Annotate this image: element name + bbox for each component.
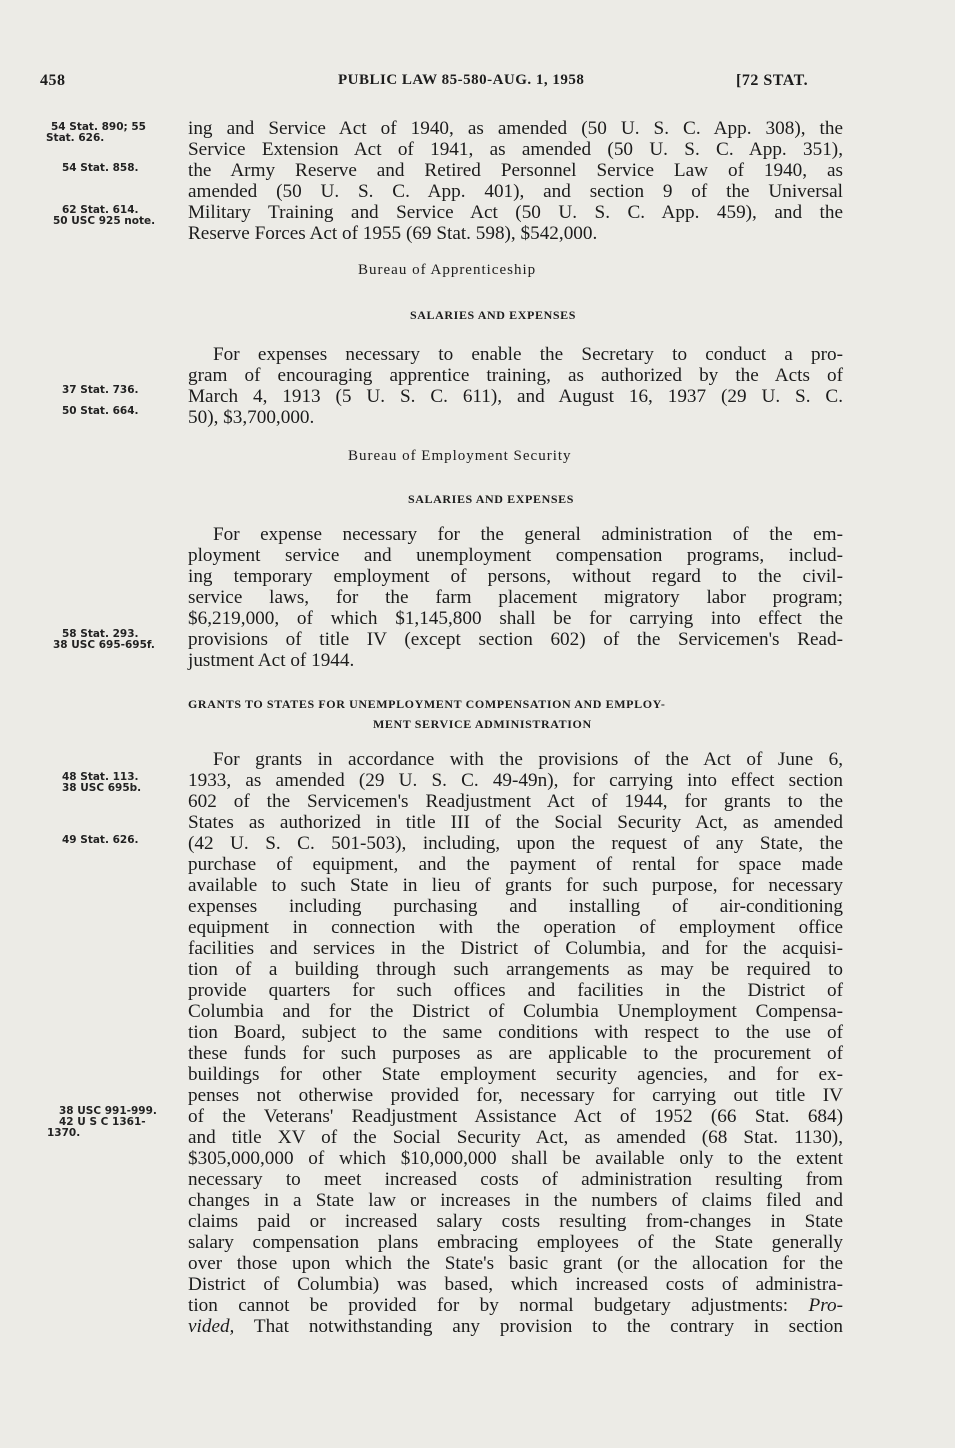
text-line: 1933, as amended (29 U. S. C. 49-49n), for carrying into effect section <box>188 770 843 791</box>
text-line: service laws, for the farm placement migratory labor program; <box>188 587 843 608</box>
text-line: 50), $3,700,000. <box>188 407 315 428</box>
margin-note: 54 Stat. 858. <box>62 162 139 174</box>
text-line: Reserve Forces Act of 1955 (69 Stat. 598), $542,000. <box>188 223 598 244</box>
text-line <box>188 1316 843 1337</box>
text-line: gram of encouraging apprentice training, as authorized by the Acts of <box>188 365 843 386</box>
text-line: March 4, 1913 (5 U. S. C. 611), and August 16, 1937 (29 U. S. C. <box>188 386 843 407</box>
text-line: Service Extension Act of 1941, as amended (50 U. S. C. App. 351), <box>188 139 843 160</box>
text-line: salary compensation plans embracing employees of the State generally <box>188 1232 843 1253</box>
text-line: tion Board, subject to the same conditions with respect to the use of <box>188 1022 843 1043</box>
text-line: provide quarters for such offices and facilities in the District of <box>188 980 843 1001</box>
text-line: over those upon which the State's basic grant (or the allocation for the <box>188 1253 843 1274</box>
text-line: buildings for other State employment security agencies, and for ex- <box>188 1064 843 1085</box>
margin-note: 42 U S C 1361- <box>59 1116 146 1128</box>
section-heading-apprenticeship: Bureau of Apprenticeship <box>358 262 537 278</box>
subheading-grants-cont: MENT SERVICE ADMINISTRATION <box>373 717 592 731</box>
margin-note: 54 Stat. 890; 55 <box>51 121 146 133</box>
text-line: ing and Service Act of 1940, as amended (50 U. S. C. App. 308), the <box>188 118 843 139</box>
margin-note: 50 USC 925 note. <box>53 215 156 227</box>
text-line: changes in a State law or increases in the numbers of claims filed and <box>188 1190 843 1211</box>
text-line: provisions of title IV (except section 602) of the Servicemen's Read- <box>188 629 843 650</box>
margin-note: 50 Stat. 664. <box>62 405 139 417</box>
subheading-salaries: SALARIES AND EXPENSES <box>408 492 574 506</box>
margin-note: 1370. <box>47 1127 81 1139</box>
text-line: these funds for such purposes as are applicable to the procurement of <box>188 1043 843 1064</box>
text-line: amended (50 U. S. C. App. 401), and section 9 of the Universal <box>188 181 843 202</box>
text-line: 602 of the Servicemen's Readjustment Act of 1944, for grants to the <box>188 791 843 812</box>
margin-note: 38 USC 695b. <box>62 782 142 794</box>
margin-note: 48 Stat. 113. <box>62 771 139 783</box>
text-line: ployment service and unemployment compensation programs, includ- <box>188 545 843 566</box>
text-line: expenses including purchasing and installing of air-conditioning <box>188 896 843 917</box>
proviso-italic: vided, <box>188 1316 235 1337</box>
text-line <box>188 1295 843 1316</box>
section-heading-employment-security: Bureau of Employment Security <box>348 448 572 464</box>
text-line: District of Columbia) was based, which increased costs of administra- <box>188 1274 843 1295</box>
text-line: Military Training and Service Act (50 U. S. C. App. 459), and the <box>188 202 843 223</box>
text-line: Columbia and for the District of Columbia Unemployment Compensa- <box>188 1001 843 1022</box>
page-number: 458 <box>40 72 66 89</box>
text-line: penses not otherwise provided for, necessary for carrying out title IV <box>188 1085 843 1106</box>
text-line: equipment in connection with the operation of employment office <box>188 917 843 938</box>
text-line: of the Veterans' Readjustment Assistance Act of 1952 (66 Stat. 684) <box>188 1106 843 1127</box>
text-span: That notwithstanding any provision to the contrary in section <box>253 1316 843 1337</box>
subheading-salaries: SALARIES AND EXPENSES <box>410 308 576 322</box>
text-line: ing temporary employment of persons, without regard to the civil- <box>188 566 843 587</box>
margin-note: 38 USC 695-695f. <box>53 639 155 651</box>
text-line: purchase of equipment, and the payment of rental for space made <box>188 854 843 875</box>
text-line: facilities and services in the District of Columbia, and for the acquisi- <box>188 938 843 959</box>
text-span: tion cannot be provided for by normal budgetary adjustments: <box>188 1295 789 1316</box>
text-line: States as authorized in title III of the Social Security Act, as amended <box>188 812 843 833</box>
text-line: (42 U. S. C. 501-503), including, upon the request of any State, the <box>188 833 843 854</box>
margin-note: 38 USC 991-999. <box>59 1105 157 1117</box>
margin-note: 37 Stat. 736. <box>62 384 139 396</box>
text-line: claims paid or increased salary costs resulting from-changes in State <box>188 1211 843 1232</box>
text-line: $6,219,000, of which $1,145,800 shall be for carrying into effect the <box>188 608 843 629</box>
text-line: available to such State in lieu of grants for such purpose, for necessary <box>188 875 843 896</box>
text-line: and title XV of the Social Security Act, as amended (68 Stat. 1130), <box>188 1127 843 1148</box>
subheading-grants: GRANTS TO STATES FOR UNEMPLOYMENT COMPENSATION AND EMPLOY- <box>188 697 666 711</box>
text-line: For grants in accordance with the provisions of the Act of June 6, <box>213 749 843 770</box>
text-line: $305,000,000 of which $10,000,000 shall be available only to the extent <box>188 1148 843 1169</box>
margin-note: 58 Stat. 293. <box>62 628 139 640</box>
text-line: necessary to meet increased costs of administration resulting from <box>188 1169 843 1190</box>
margin-note: Stat. 626. <box>46 132 105 144</box>
text-line: the Army Reserve and Retired Personnel Service Law of 1940, as <box>188 160 843 181</box>
text-line: For expense necessary for the general administration of the em- <box>213 524 843 545</box>
running-title: PUBLIC LAW 85-580-AUG. 1, 1958 <box>338 72 585 88</box>
text-line: tion of a building through such arrangements as may be required to <box>188 959 843 980</box>
text-line: justment Act of 1944. <box>188 650 355 671</box>
text-line: For expenses necessary to enable the Secretary to conduct a pro- <box>213 344 843 365</box>
margin-note: 49 Stat. 626. <box>62 834 139 846</box>
margin-note: 62 Stat. 614. <box>62 204 139 216</box>
proviso-italic: Pro- <box>808 1295 844 1316</box>
volume-reference: [72 STAT. <box>736 72 809 89</box>
